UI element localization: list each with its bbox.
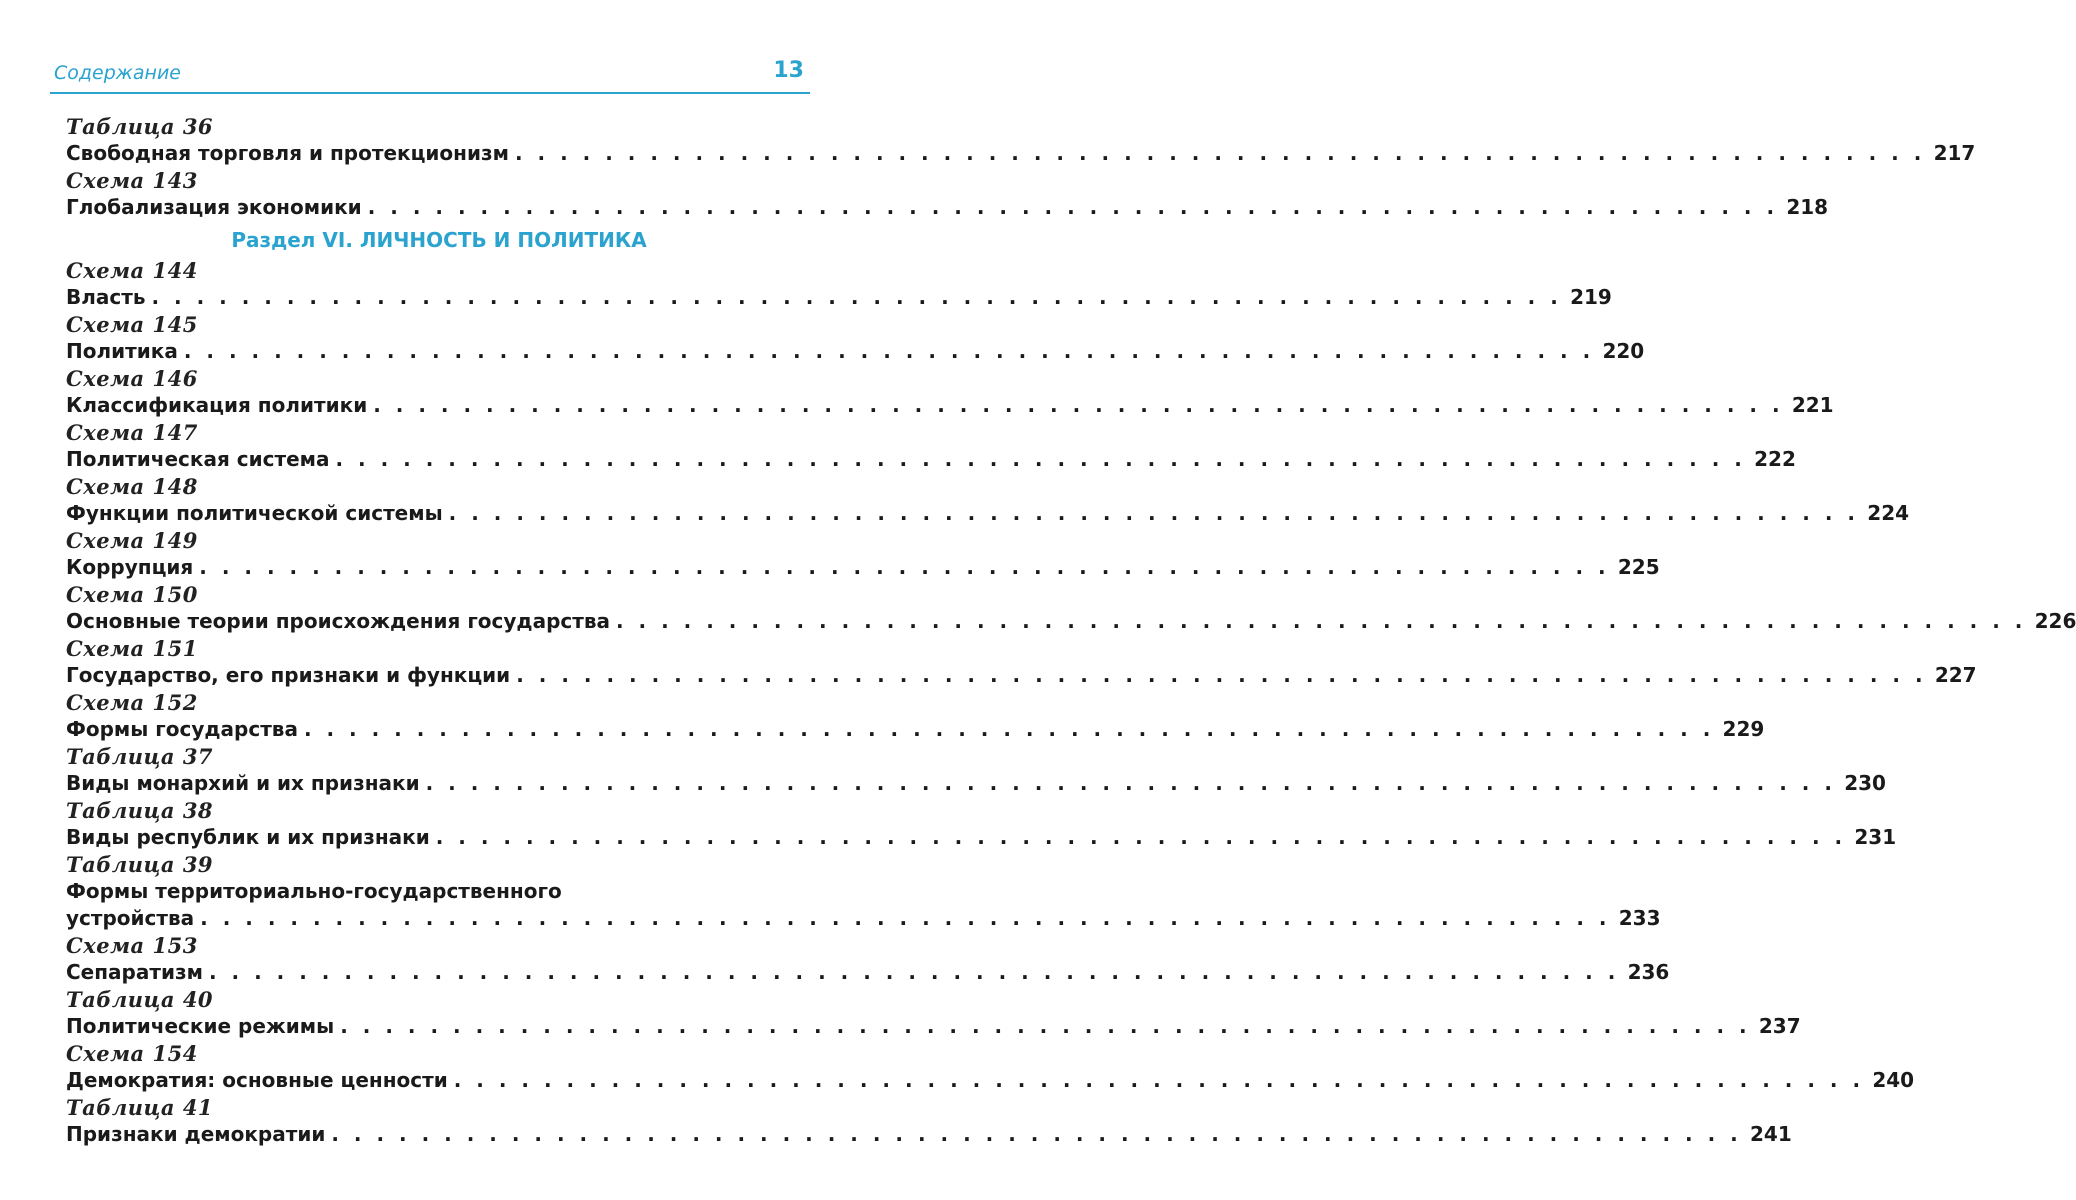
- toc-entry: [66, 770, 1886, 797]
- toc-entry-title: Демократия: основные ценности: [66, 1068, 448, 1092]
- table-of-contents: [66, 113, 2076, 1148]
- toc-entry: [66, 284, 1612, 311]
- toc-item-label: Схема 149: [66, 528, 198, 553]
- toc-entry-title-line2: устройства: [66, 906, 195, 930]
- toc-entry-page: 222: [1754, 447, 1796, 471]
- toc-entry: [66, 338, 1645, 365]
- toc-leader-dots: . . . . . . . . . . . . . . . . . . . . . . . . . . . . . . . . . . . . . . . . . . . . . . . . . . . . . . . . . . . . . . .: [340, 1014, 1751, 1038]
- toc-entry-title: Коррупция: [66, 555, 194, 579]
- toc-entry: [66, 500, 1910, 527]
- toc-item-label: Таблица 39: [66, 852, 214, 877]
- toc-item-label: Таблица 36: [66, 114, 214, 139]
- toc-entry-page: 240: [1872, 1068, 1915, 1092]
- toc-leader-dots: . . . . . . . . . . . . . . . . . . . . . . . . . . . . . . . . . . . . . . . . . . . . . . . . . . . . . . . . . . . . . . .: [208, 960, 1620, 984]
- header-divider: [50, 92, 810, 94]
- toc-entry: [66, 1121, 1792, 1148]
- toc-entry-title: Государство, его признаки и функции: [66, 663, 511, 687]
- toc-entry-page: 217: [1933, 141, 1976, 165]
- toc-item-label: Таблица 41: [66, 1095, 214, 1120]
- toc-leader-dots: . . . . . . . . . . . . . . . . . . . . . . . . . . . . . . . . . . . . . . . . . . . . . . . . . . . . . . . . . . . . . . .: [199, 555, 1610, 579]
- toc-leader-dots: . . . . . . . . . . . . . . . . . . . . . . . . . . . . . . . . . . . . . . . . . . . . . . . . . . . . . . . . . . . . . . .: [200, 906, 1611, 930]
- toc-leader-dots: . . . . . . . . . . . . . . . . . . . . . . . . . . . . . . . . . . . . . . . . . . . . . . . . . . . . . . . . . . . . . . .: [425, 771, 1836, 795]
- toc-entry: [66, 1067, 1915, 1094]
- toc-item-label: Схема 152: [66, 690, 198, 715]
- toc-leader-dots: . . . . . . . . . . . . . . . . . . . . . . . . . . . . . . . . . . . . . . . . . . . . . . . . . . . . . . . . . . . . . . .: [448, 501, 1860, 525]
- toc-entry-title: Сепаратизм: [66, 960, 203, 984]
- toc-leader-dots: . . . . . . . . . . . . . . . . . . . . . . . . . . . . . . . . . . . . . . . . . . . . . . . . . . . . . . . . . . . . . . .: [453, 1068, 1865, 1092]
- toc-entry-title: Политические режимы: [66, 1014, 335, 1038]
- toc-entry-title: Свободная торговля и протекционизм: [66, 141, 509, 165]
- toc-leader-dots: . . . . . . . . . . . . . . . . . . . . . . . . . . . . . . . . . . . . . . . . . . . . . . . . . . . . . . . . . . . . . . .: [616, 609, 2027, 633]
- toc-item-label: Схема 148: [66, 474, 198, 499]
- toc-item-label: Схема 151: [66, 636, 198, 661]
- toc-leader-dots: . . . . . . . . . . . . . . . . . . . . . . . . . . . . . . . . . . . . . . . . . . . . . . . . . . . . . . . . . . . . . . .: [151, 285, 1562, 309]
- toc-item-label: Схема 145: [66, 312, 198, 337]
- toc-entry-title-line1: Формы территориально-государственного: [66, 879, 562, 903]
- toc-entry-title: Виды монархий и их признаки: [66, 771, 420, 795]
- toc-entry: [66, 446, 1796, 473]
- toc-entry-page: 237: [1758, 1014, 1801, 1038]
- toc-entry-title: Признаки демократии: [66, 1122, 326, 1146]
- toc-entry-page: 231: [1854, 825, 1897, 849]
- toc-item-label: Таблица 37: [66, 744, 214, 769]
- toc-leader-dots: . . . . . . . . . . . . . . . . . . . . . . . . . . . . . . . . . . . . . . . . . . . . . . . . . . . . . . . . . . . . . . .: [303, 717, 1715, 741]
- toc-leader-dots: . . . . . . . . . . . . . . . . . . . . . . . . . . . . . . . . . . . . . . . . . . . . . . . . . . . . . . . . . . . . . . .: [331, 1122, 1742, 1146]
- toc-leader-dots: . . . . . . . . . . . . . . . . . . . . . . . . . . . . . . . . . . . . . . . . . . . . . . . . . . . . . . . . . . . . . . .: [514, 141, 1926, 165]
- toc-entry-title: Глобализация экономики: [66, 195, 362, 219]
- toc-item-label: Таблица 38: [66, 798, 214, 823]
- toc-entry-page: 230: [1844, 771, 1886, 795]
- section-heading: Раздел VI. ЛИЧНОСТЬ И ПОЛИТИКА: [231, 228, 647, 252]
- toc-item-label: Схема 143: [66, 168, 198, 193]
- toc-entry: [66, 194, 1829, 221]
- toc-leader-dots: . . . . . . . . . . . . . . . . . . . . . . . . . . . . . . . . . . . . . . . . . . . . . . . . . . . . . . . . . . . . . . .: [435, 825, 1847, 849]
- toc-leader-dots: . . . . . . . . . . . . . . . . . . . . . . . . . . . . . . . . . . . . . . . . . . . . . . . . . . . . . . . . . . . . . . .: [373, 393, 1784, 417]
- toc-entry-page: 220: [1602, 339, 1645, 363]
- toc-entry-page: 219: [1570, 285, 1612, 309]
- toc-item-label: Схема 154: [66, 1041, 198, 1066]
- toc-leader-dots: . . . . . . . . . . . . . . . . . . . . . . . . . . . . . . . . . . . . . . . . . . . . . . . . . . . . . . . . . . . . . . .: [335, 447, 1746, 471]
- toc-entry-page: 226: [2034, 609, 2076, 633]
- toc-entry-page: 236: [1627, 960, 1670, 984]
- toc-entry-title: Политика: [66, 339, 178, 363]
- running-head-title: Содержание: [54, 62, 181, 84]
- toc-entry: [66, 140, 1976, 167]
- toc-item-label: Схема 150: [66, 582, 198, 607]
- toc-entry-title: Функции политической системы: [66, 501, 443, 525]
- toc-item-label: Таблица 40: [66, 987, 214, 1012]
- toc-entry: [66, 959, 1670, 986]
- toc-entry-page: 218: [1786, 195, 1829, 219]
- toc-entry-page: 227: [1934, 663, 1977, 687]
- toc-entry: [66, 608, 2076, 635]
- toc-leader-dots: . . . . . . . . . . . . . . . . . . . . . . . . . . . . . . . . . . . . . . . . . . . . . . . . . . . . . . . . . . . . . . .: [367, 195, 1779, 219]
- toc-entry-page: 225: [1617, 555, 1660, 579]
- toc-entry-page: 221: [1791, 393, 1834, 417]
- toc-entry: [66, 716, 1765, 743]
- toc-entry: [66, 554, 1660, 581]
- toc-item-label: Схема 146: [66, 366, 198, 391]
- toc-entry-title: Основные теории происхождения государства: [66, 609, 610, 633]
- toc-leader-dots: . . . . . . . . . . . . . . . . . . . . . . . . . . . . . . . . . . . . . . . . . . . . . . . . . . . . . . . . . . . . . . .: [183, 339, 1595, 363]
- toc-entry: [66, 392, 1834, 419]
- toc-entry-title: Виды республик и их признаки: [66, 825, 430, 849]
- toc-item-label: Схема 147: [66, 420, 198, 445]
- toc-entry-page: 233: [1618, 906, 1661, 930]
- toc-entry: [66, 662, 1977, 689]
- toc-entry-title: Власть: [66, 285, 146, 309]
- toc-item-label: Схема 153: [66, 933, 198, 958]
- toc-entry-page: 241: [1749, 1122, 1792, 1146]
- toc-entry-page: 229: [1722, 717, 1765, 741]
- toc-leader-dots: . . . . . . . . . . . . . . . . . . . . . . . . . . . . . . . . . . . . . . . . . . . . . . . . . . . . . . . . . . . . . . .: [516, 663, 1927, 687]
- toc-entry: [66, 905, 1661, 932]
- toc-entry: [66, 824, 1897, 851]
- toc-entry-title: Формы государства: [66, 717, 298, 741]
- toc-entry-page: 224: [1867, 501, 1910, 525]
- toc-entry-title: Политическая система: [66, 447, 330, 471]
- page-number: 13: [773, 58, 804, 83]
- toc-item-label: Схема 144: [66, 258, 198, 283]
- toc-entry-title: Классификация политики: [66, 393, 368, 417]
- toc-entry: [66, 1013, 1801, 1040]
- page-header: [50, 58, 810, 94]
